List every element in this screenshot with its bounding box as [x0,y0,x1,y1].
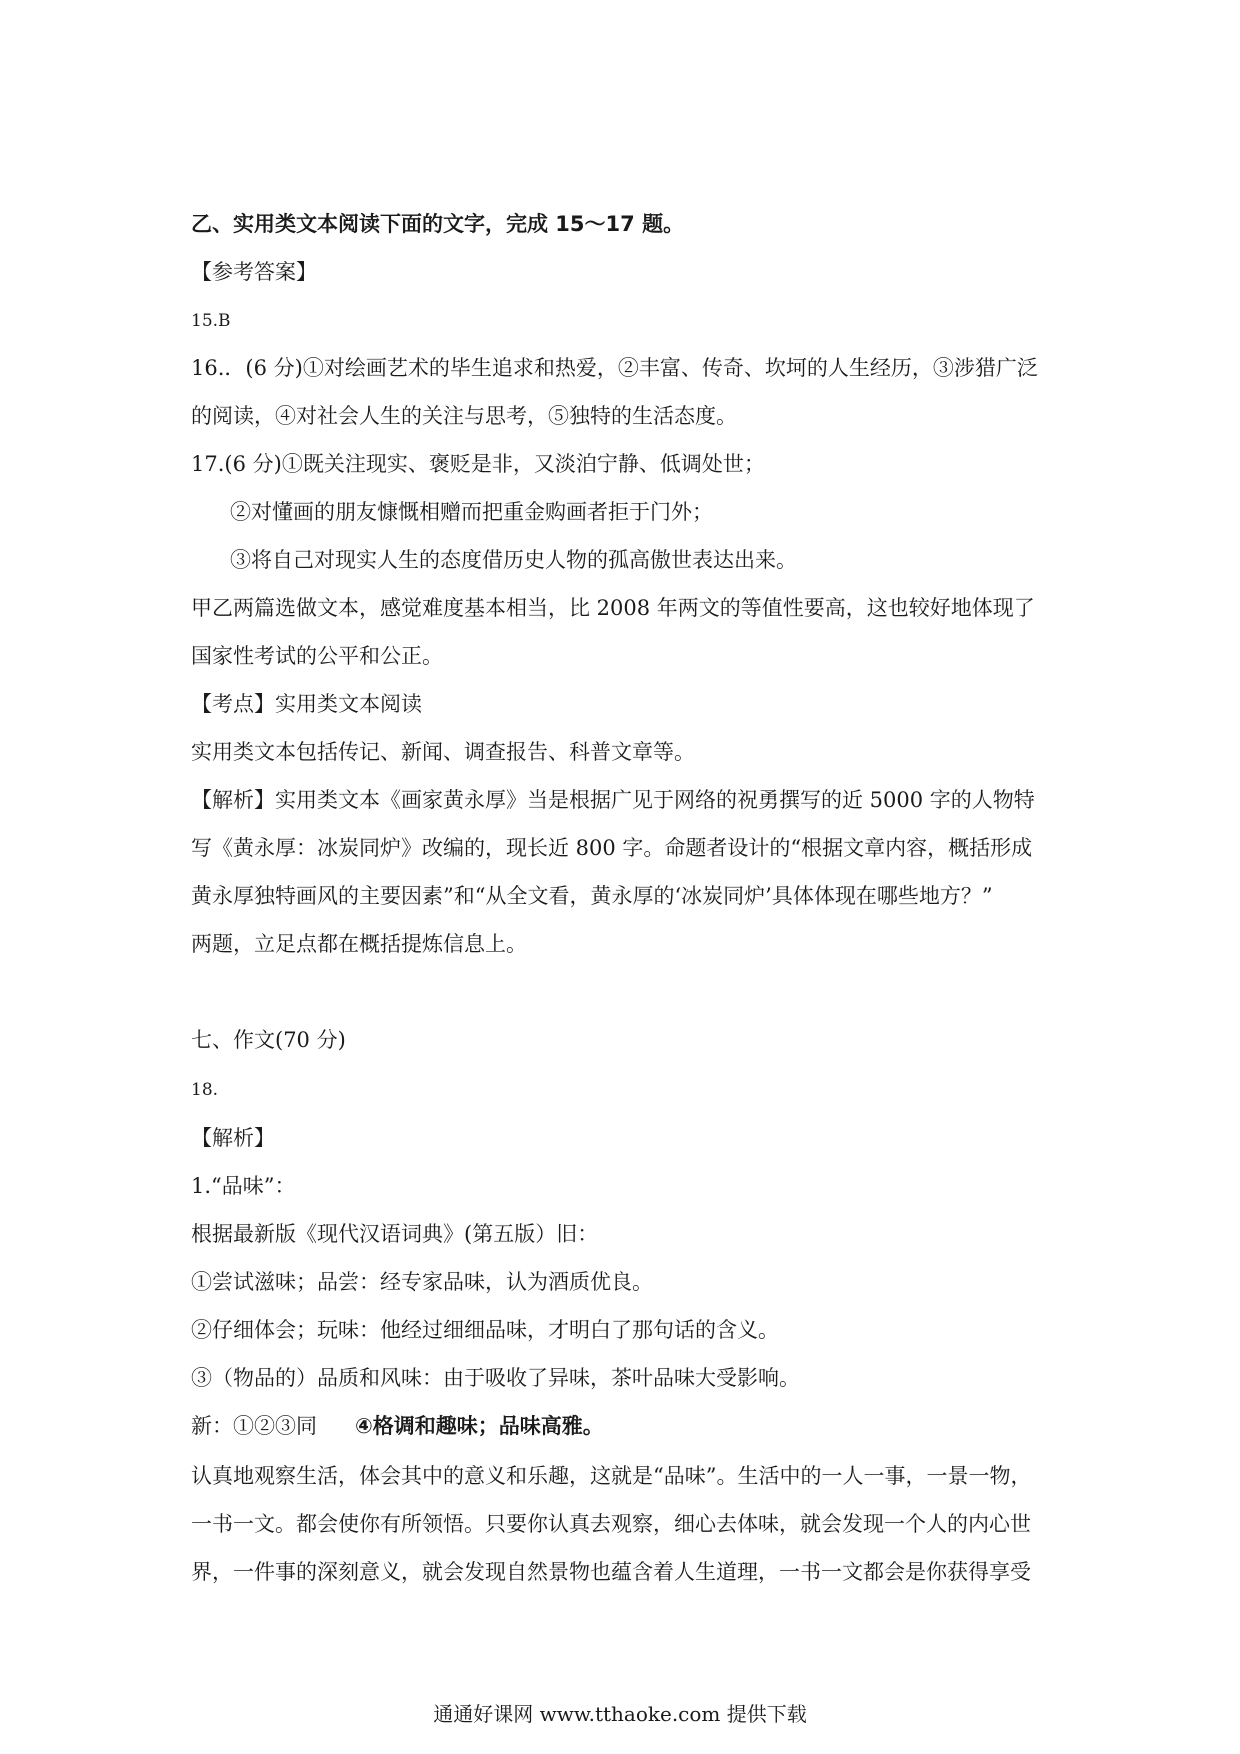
dictionary-source: 根据最新版《现代汉语词典》(第五版）旧： [191,1222,599,1246]
answer-16-line-2: 的阅读，④对社会人生的关注与思考，⑤独特的生活态度。 [191,404,737,428]
analysis-line-4: 两题，立足点都在概括提炼信息上。 [191,932,527,956]
answer-16-line-1: 16.．(6 分)①对绘画艺术的毕生追求和热爱，②丰富、传奇、坎坷的人生经历，③涉猎广泛 [191,356,1038,380]
pinwei-title: 1.“品味”： [191,1174,296,1198]
new-definition [191,1412,604,1440]
reference-answer-label: 【参考答案】 [191,260,317,284]
essay-line-1: 认真地观察生活，体会其中的意义和乐趣，这就是“品味”。生活中的一人一事，一景一物， [191,1464,1032,1488]
answer-17-line-2: ②对懂画的朋友慷慨相赠而把重金购画者拒于门外； [230,500,713,524]
answer-17-line-3: ③将自己对现实人生的态度借历史人物的孤高傲世表达出来。 [230,548,797,572]
essay-line-2: 一书一文。都会使你有所领悟。只要你认真去观察，细心去体味，就会发现一个人的内心世 [191,1512,1031,1536]
kaodian-label: 【考点】实用类文本阅读 [191,692,422,716]
section-7-heading: 七、作文(70 分) [191,1028,346,1052]
definition-1: ①尝试滋味；品尝：经专家品味，认为酒质优良。 [191,1270,653,1294]
page-footer: 通通好课网 www.tthaoke.com 提供下载 [433,1702,807,1726]
question-18: 18. [191,1080,219,1100]
comment-line-2: 国家性考试的公平和公正。 [191,644,443,668]
answer-17-line-1: 17.(6 分)①既关注现实、褒贬是非，又淡泊宁静、低调处世； [191,452,765,476]
analysis-line-1: 【解析】实用类文本《画家黄永厚》当是根据广见于网络的祝勇撰写的近 5000 字的人物特 [191,788,1035,812]
definition-3: ③（物品的）品质和风味：由于吸收了异味，茶叶品味大受影响。 [191,1366,800,1390]
analysis-line-3: 黄永厚独特画风的主要因素”和“从全文看，黄永厚的‘冰炭同炉’具体体现在哪些地方？” [191,884,993,908]
analysis-line-2: 写《黄永厚：冰炭同炉》改编的，现长近 800 字。命题者设计的“根据文章内容，概括形成 [191,836,1033,860]
analysis-label: 【解析】 [191,1126,275,1150]
essay-line-3: 界，一件事的深刻意义，就会发现自然景物也蕴含着人生道理，一书一文都会是你获得享受 [191,1560,1031,1584]
new-definition-prefix: 新：①②③同 [191,1414,317,1438]
new-definition-bold: ④格调和趣味；品味高雅。 [355,1414,604,1438]
section-heading: 乙、实用类文本阅读下面的文字，完成 15～17 题。 [191,212,685,236]
answer-15: 15.B [191,311,231,331]
definition-2: ②仔细体会；玩味：他经过细细品味，才明白了那句话的含义。 [191,1318,779,1342]
kaodian-description: 实用类文本包括传记、新闻、调查报告、科普文章等。 [191,740,695,764]
comment-line-1: 甲乙两篇选做文本，感觉难度基本相当，比 2008 年两文的等值性要高，这也较好地体现了 [191,596,1035,620]
